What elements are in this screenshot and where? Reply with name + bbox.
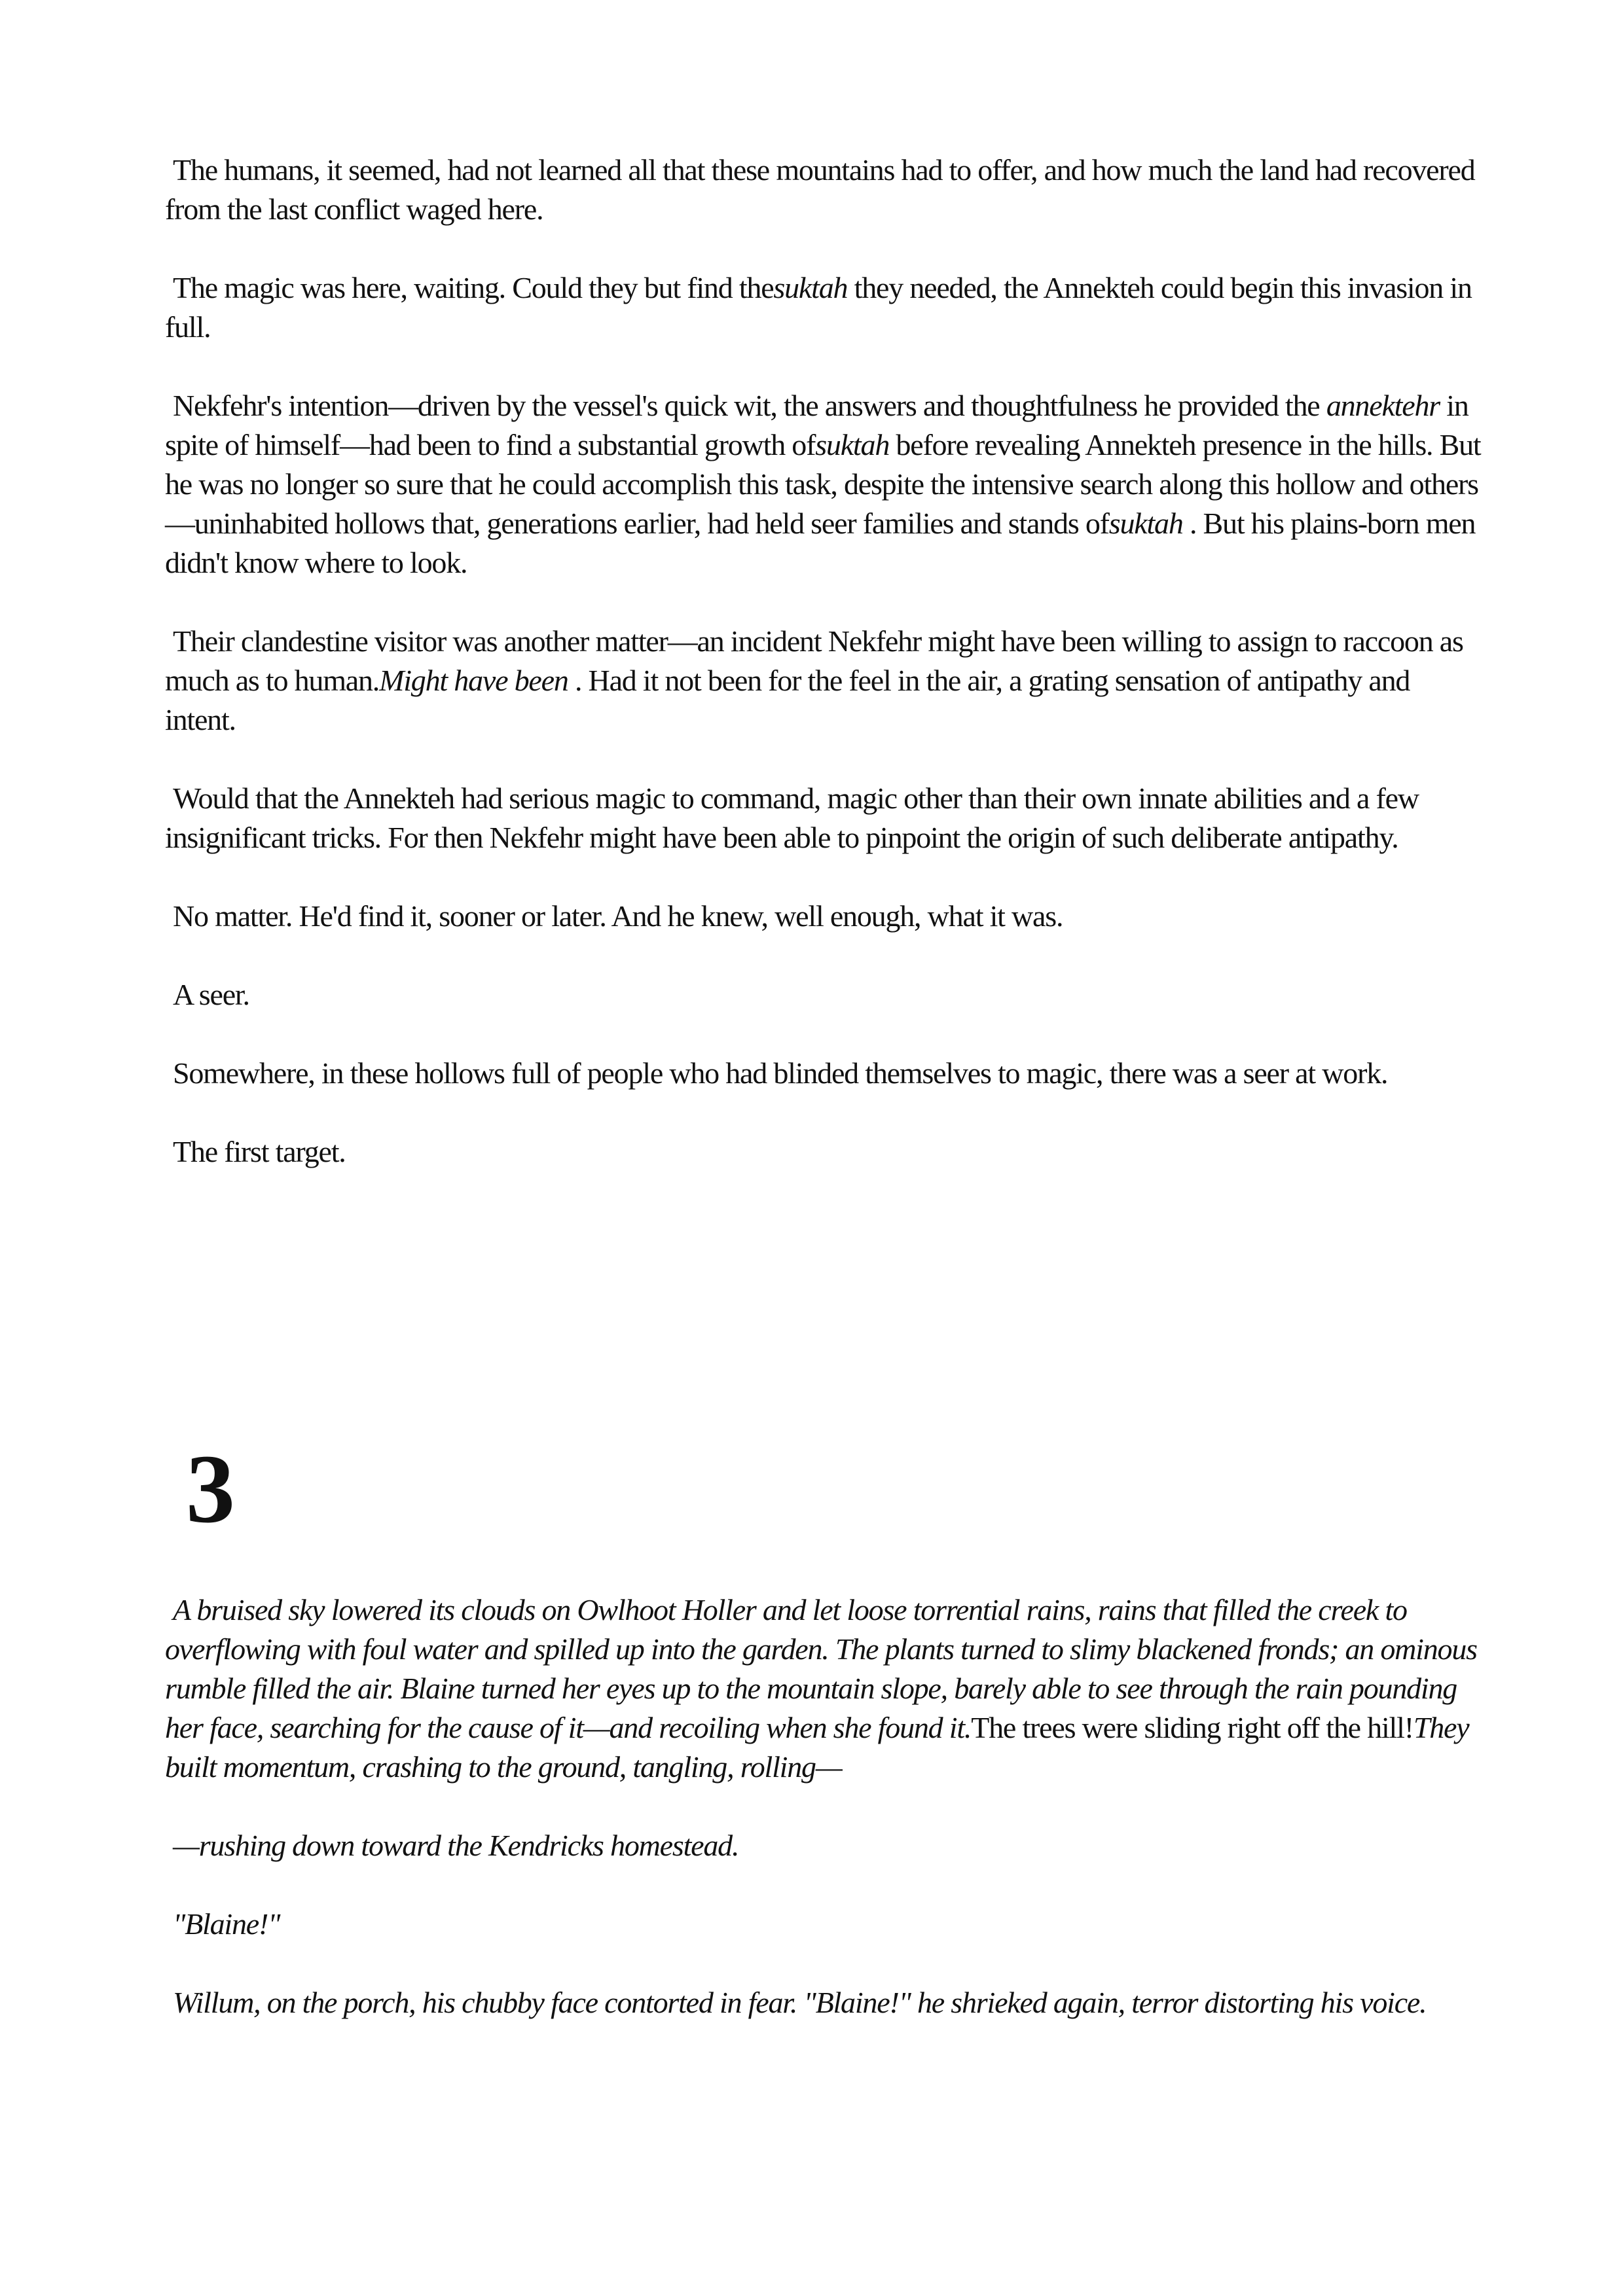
paragraph: —rushing down toward the Kendricks homestead. [173, 1829, 739, 1862]
paragraph: No matter. He'd find it, sooner or later. And he knew, well enough, what it was. [173, 899, 1063, 933]
paragraph: "Blaine!" [173, 1907, 280, 1941]
chapter-number: 3 [186, 1435, 235, 1543]
paragraph: The magic was here, waiting. Could they but find thesuktah they needed, the Annekteh could begin this invasion in full. [165, 271, 1472, 344]
paragraph: The humans, it seemed, had not learned all that these mountains had to offer, and how much the land had recovered from the last conflict waged here. [165, 153, 1475, 226]
paragraph: Somewhere, in these hollows full of people who had blinded themselves to magic, there was a seer at work. [173, 1056, 1388, 1090]
paragraph: A bruised sky lowered its clouds on Owlhoot Holler and let loose torrential rains, rains that filled the creek to overflowing with foul water and spilled up into the garden. The plants turned to slimy blackened fronds; an ominous rumble filled the air. Blaine turned her eyes up to the mountain slope, barely able to see through the rain pounding her face, searching for the cause of it—and recoiling when she found it.The trees were sliding right off the hill!They built momentum, crashing to the ground, tangling, rolling— [165, 1593, 1477, 1784]
paragraph: Their clandestine visitor was another matter—an incident Nekfehr might have been willing to assign to raccoon as much as to human.Might have been . Had it not been for the feel in the air, a grating sensation of antipathy and intent. [165, 624, 1463, 736]
chapter-opening [165, 1590, 1481, 2022]
body-text [165, 151, 1481, 1172]
paragraph: Willum, on the porch, his chubby face contorted in fear. "Blaine!" he shrieked again, terror distorting his voice. [173, 1986, 1427, 2019]
paragraph: The first target. [173, 1135, 346, 1168]
paragraph: Nekfehr's intention—driven by the vessel's quick wit, the answers and thoughtfulness he provided the annektehr in spite of himself—had been to find a substantial growth ofsuktah before revealing Annekteh presence in the hills. But he was no longer so sure that he could accomplish this task, despite the intensive search along this hollow and others—uninhabited hollows that, generations earlier, had held seer families and stands ofsuktah . But his plains-born men didn't know where to look. [165, 389, 1481, 579]
paragraph: Would that the Annekteh had serious magic to command, magic other than their own innate abilities and a few insignificant tricks. For then Nekfehr might have been able to pinpoint the origin of such deliberate antipathy. [165, 781, 1419, 854]
paragraph: A seer. [173, 978, 249, 1011]
